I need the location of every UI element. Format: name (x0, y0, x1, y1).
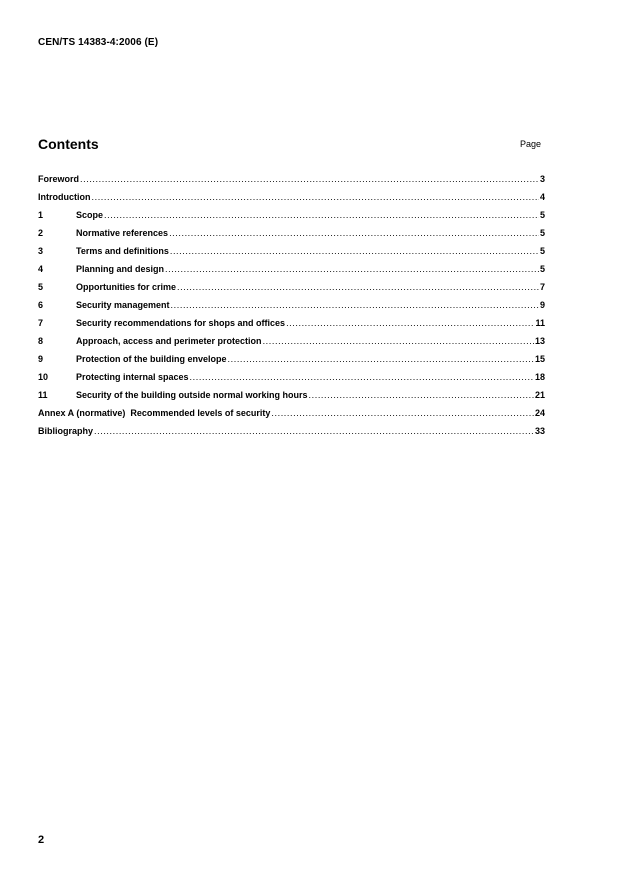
toc-dot-leader (190, 372, 534, 382)
toc-entry-page: 4 (539, 192, 545, 202)
toc-entry-number: 5 (38, 282, 44, 292)
toc-entry-page: 7 (539, 282, 545, 292)
toc-entry-6[interactable] (38, 300, 545, 318)
toc-dot-leader (94, 426, 534, 436)
toc-entry-page: 21 (534, 390, 545, 400)
toc-entry-page: 11 (535, 318, 545, 328)
toc-entry-2[interactable] (38, 228, 545, 246)
page-column-label: Page (520, 139, 542, 149)
toc-entry-page: 15 (534, 354, 545, 364)
toc-dot-leader (177, 282, 539, 292)
toc-entry-title: Security management (76, 300, 170, 310)
toc-entry-10[interactable] (38, 372, 545, 390)
toc-entry-annex-a[interactable] (38, 408, 545, 426)
toc-entry-title: Terms and definitions (76, 246, 169, 256)
toc-entry-bibliography[interactable] (38, 426, 545, 444)
toc-dot-leader (165, 264, 539, 274)
toc-entry-title: Foreword (38, 174, 80, 184)
toc-dot-leader (228, 354, 534, 364)
toc-dot-leader (80, 174, 539, 184)
toc-entry-3[interactable] (38, 246, 545, 264)
toc-entry-title: Annex A (normative) Recommended levels of security (38, 408, 271, 418)
page-number: 2 (38, 834, 45, 846)
toc-entry-number: 9 (38, 354, 44, 364)
toc-entry-11[interactable] (38, 390, 545, 408)
toc-entry-page: 5 (539, 228, 545, 238)
toc-entry-8[interactable] (38, 336, 545, 354)
toc-dot-leader (104, 210, 539, 220)
toc-entry-page: 13 (534, 336, 545, 346)
toc-entry-introduction[interactable] (38, 192, 545, 210)
toc-entry-number: 2 (38, 228, 44, 238)
toc-dot-leader (309, 390, 534, 400)
toc-entry-number: 8 (38, 336, 44, 346)
toc-entry-page: 5 (539, 246, 545, 256)
toc-entry-page: 24 (534, 408, 545, 418)
toc-entry-number: 7 (38, 318, 44, 328)
toc-entry-title: Scope (76, 210, 104, 220)
toc-entry-number: 3 (38, 246, 44, 256)
toc-entry-title: Opportunities for crime (76, 282, 177, 292)
contents-title: Contents (38, 136, 99, 152)
toc-entry-title: Approach, access and perimeter protection (76, 336, 262, 346)
toc-entry-title: Protection of the building envelope (76, 354, 227, 364)
toc-entry-page: 9 (539, 300, 545, 310)
document-id-header: CEN/TS 14383-4:2006 (E) (38, 37, 159, 48)
toc-entry-9[interactable] (38, 354, 545, 372)
toc-dot-leader (271, 408, 534, 418)
toc-entry-number: 1 (38, 210, 44, 220)
toc-entry-number: 10 (38, 372, 49, 382)
toc-entry-7[interactable] (38, 318, 545, 336)
toc-dot-leader (263, 336, 534, 346)
toc-entry-number: 11 (38, 390, 48, 400)
toc-dot-leader (286, 318, 534, 328)
toc-entry-page: 3 (539, 174, 545, 184)
toc-dot-leader (171, 300, 539, 310)
toc-entry-title: Introduction (38, 192, 91, 202)
toc-dot-leader (92, 192, 539, 202)
toc-entry-title: Normative references (76, 228, 169, 238)
toc-entry-page: 5 (539, 264, 545, 274)
toc-entry-number: 6 (38, 300, 44, 310)
toc-entry-page: 5 (539, 210, 545, 220)
table-of-contents (38, 174, 545, 444)
toc-entry-page: 33 (534, 426, 545, 436)
toc-entry-title: Protecting internal spaces (76, 372, 189, 382)
toc-entry-title: Bibliography (38, 426, 94, 436)
toc-dot-leader (169, 228, 539, 238)
toc-entry-5[interactable] (38, 282, 545, 300)
toc-entry-1[interactable] (38, 210, 545, 228)
toc-entry-number: 4 (38, 264, 44, 274)
toc-entry-foreword[interactable] (38, 174, 545, 192)
toc-entry-page: 18 (534, 372, 545, 382)
toc-entry-title: Security recommendations for shops and offices (76, 318, 286, 328)
toc-entry-title: Planning and design (76, 264, 165, 274)
toc-dot-leader (170, 246, 539, 256)
toc-entry-4[interactable] (38, 264, 545, 282)
toc-entry-title: Security of the building outside normal working hours (76, 390, 308, 400)
